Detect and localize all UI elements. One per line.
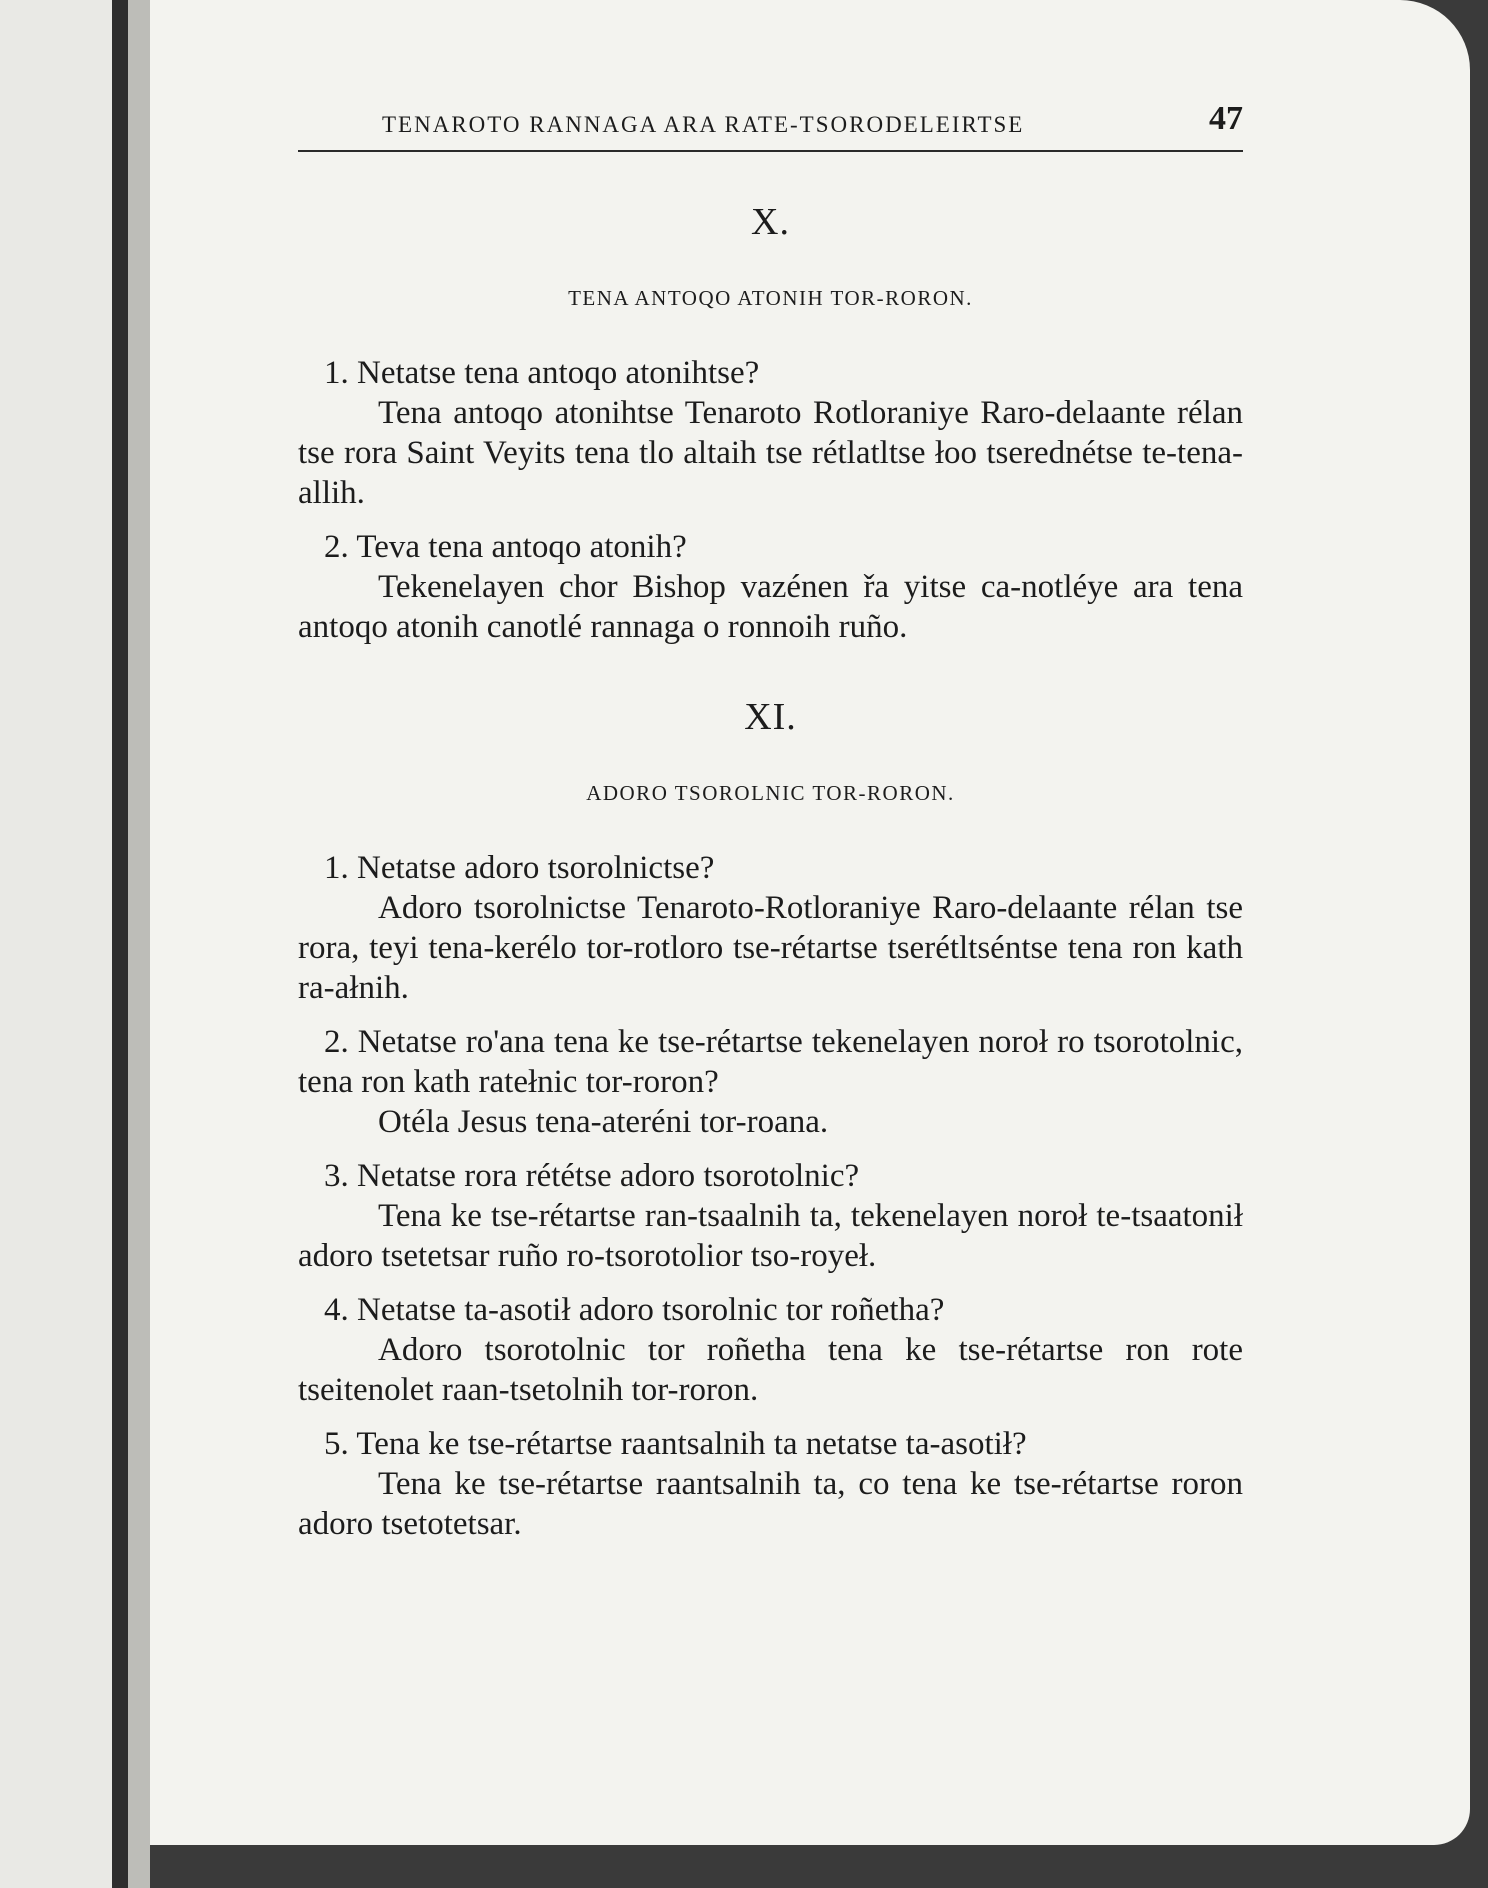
- answer: Otéla Jesus tena-ateréni tor-roana.: [378, 1104, 829, 1140]
- running-title: TENAROTO RANNAGA ARA RATE-TSORODELEIRTSE: [382, 112, 1025, 137]
- answer: Adoro tsorotolnic tor roñetha tena ke tse-rétartse ron rote tseitenolet raan-tsetolnih tor-roron.: [298, 1332, 1243, 1408]
- answer: Tena ke tse-rétartse ran-tsaalnih ta, tekenelayen noroł te-tsaatonił adoro tsetetsar ruño ro-tsorotolior tso-royeł.: [298, 1198, 1243, 1274]
- section-title: TENA ANTOQO ATONIH TOR-RORON.: [568, 286, 973, 310]
- page-fold-shadow: [128, 0, 150, 1888]
- page-number: 47: [1209, 100, 1243, 137]
- qa-item: [298, 848, 1243, 1008]
- qa-item: [298, 1424, 1243, 1544]
- section-x: [298, 200, 1243, 647]
- question: 1. Netatse adoro tsorolnictse?: [324, 850, 715, 886]
- section-title: ADORO TSOROLNIC TOR-RORON.: [586, 781, 955, 805]
- question: 2. Teva tena antoqo atonih?: [324, 529, 687, 565]
- qa-item: [298, 1022, 1243, 1142]
- question: 2. Netatse ro'ana tena ke tse-rétartse tekenelayen noroł ro tsorotolnic, tena ron kath ratełnic tor-roron?: [298, 1024, 1243, 1100]
- question: 3. Netatse rora rététse adoro tsorotolnic?: [324, 1158, 860, 1194]
- qa-item: [298, 1290, 1243, 1410]
- page-text-column: [298, 100, 1243, 1544]
- answer: Tena ke tse-rétartse raantsalnih ta, co tena ke tse-rétartse roron adoro tsetotetsar.: [298, 1466, 1243, 1542]
- section-numeral: X.: [751, 201, 790, 243]
- qa-list: [298, 848, 1243, 1544]
- answer: Tena antoqo atonihtse Tenaroto Rotloraniye Raro-delaante rélan tse rora Saint Veyits tena tlo altaih tse rétlatltse łoo tserednétse te-tena-allih.: [298, 395, 1243, 511]
- qa-list: [298, 353, 1243, 647]
- section-numeral: XI.: [744, 696, 797, 738]
- section-xi: [298, 695, 1243, 1544]
- qa-item: [298, 353, 1243, 513]
- book-spine: [112, 0, 128, 1888]
- qa-item: [298, 1156, 1243, 1276]
- left-page-edge: [0, 0, 112, 1888]
- question: 4. Netatse ta-asotił adoro tsorolnic tor roñetha?: [324, 1292, 945, 1328]
- question: 1. Netatse tena antoqo atonihtse?: [324, 355, 760, 391]
- running-header: [298, 100, 1243, 152]
- question: 5. Tena ke tse-rétartse raantsalnih ta netatse ta-asotił?: [324, 1426, 1027, 1462]
- answer: Adoro tsorolnictse Tenaroto-Rotloraniye Raro-delaante rélan tse rora, teyi tena-kerélo tor-rotloro tse-rétartse tserétltséntse tena ron kath ra-ałnih.: [298, 890, 1243, 1006]
- answer: Tekenelayen chor Bishop vazénen řa yitse ca-notléye ara tena antoqo atonih canotlé rannaga o ronnoih ruño.: [298, 569, 1243, 645]
- qa-item: [298, 527, 1243, 647]
